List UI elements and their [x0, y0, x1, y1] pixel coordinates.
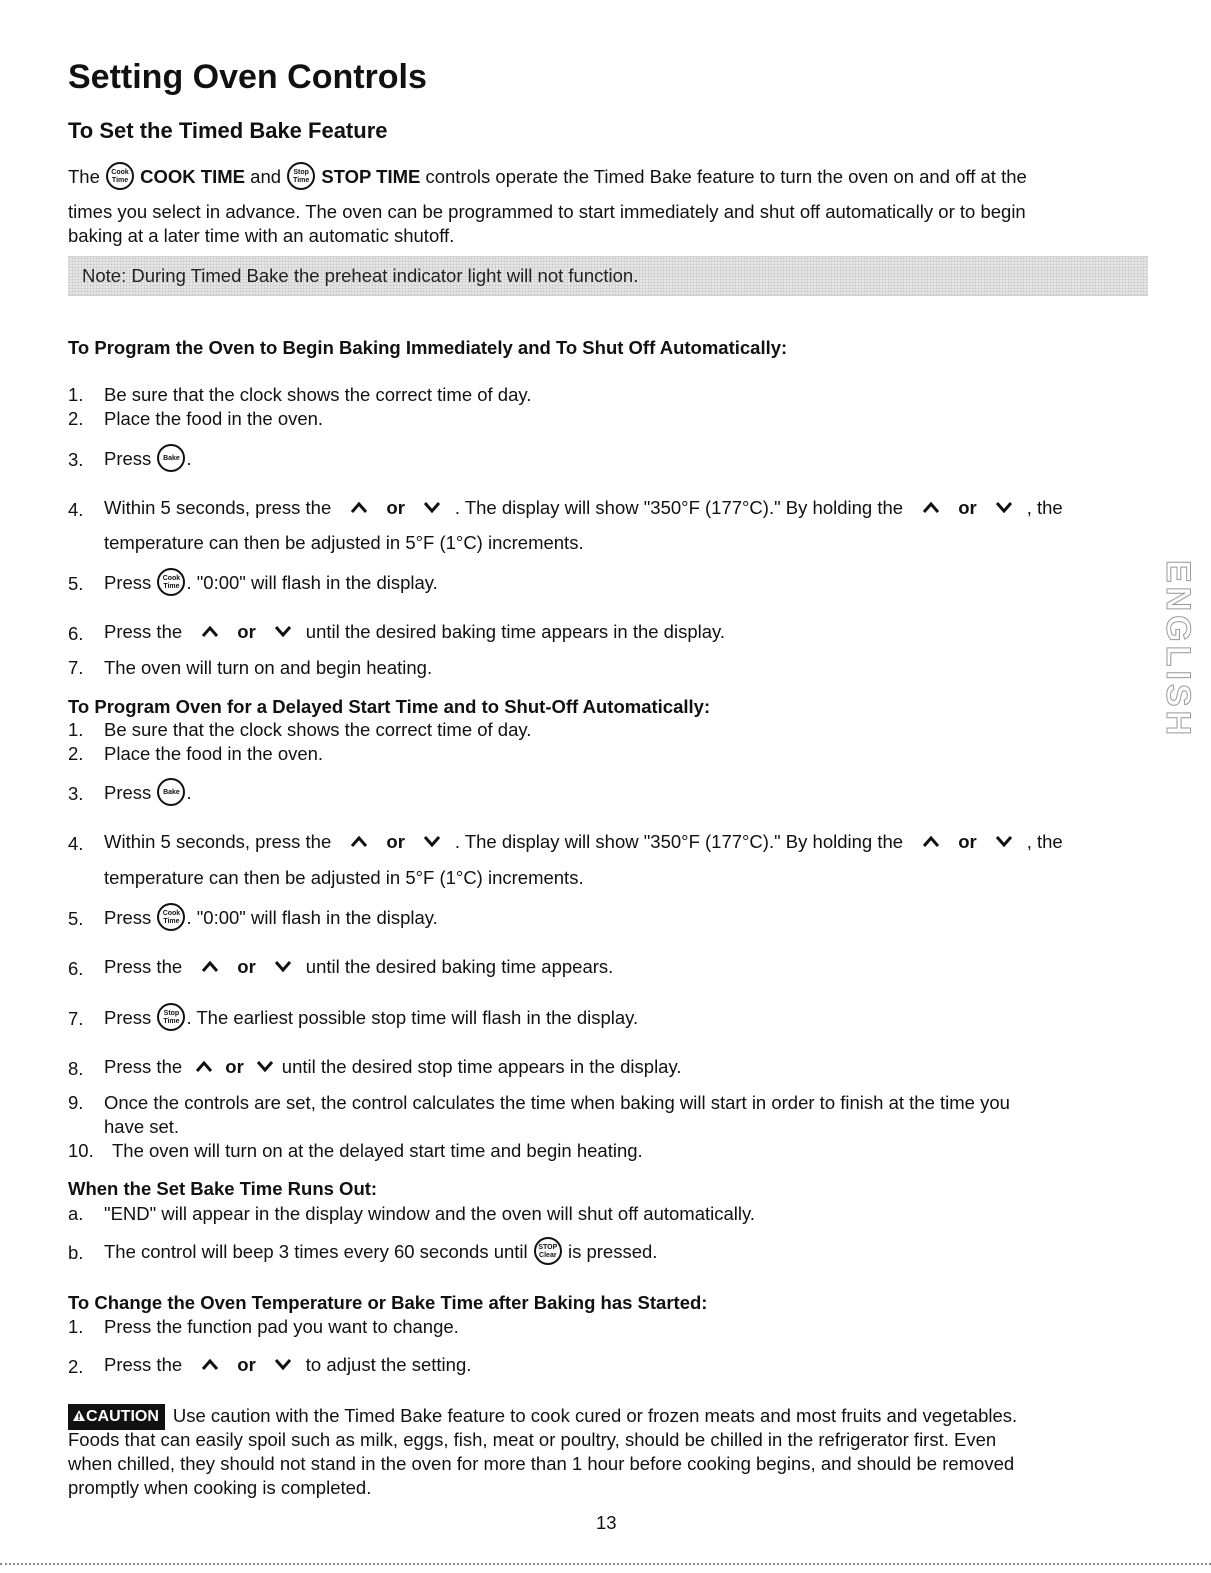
step-number: 7.	[68, 657, 84, 678]
step-text: Press the or until the desired baking time appears.	[104, 956, 614, 977]
cook-time-key-icon: Cook Time	[157, 903, 185, 931]
step-text: Press the or to adjust the setting.	[104, 1354, 472, 1375]
stop-time-label: STOP TIME	[321, 165, 421, 187]
section-subtitle: To Set the Timed Bake Feature	[68, 118, 388, 143]
caution-line-1: CAUTION Use caution with the Timed Bake feature to cook cured or frozen meats and most fruits and vegetables.	[68, 1404, 1017, 1431]
step-number: 1.	[68, 719, 84, 740]
step-text-continued: temperature can then be adjusted in 5°F (1°C) increments.	[104, 867, 584, 888]
step-text: Press the or until the desired stop time appears in the display.	[104, 1056, 682, 1077]
up-arrow-icon	[350, 835, 368, 847]
step-number: 4.	[68, 833, 84, 854]
caution-line-4: promptly when cooking is completed.	[68, 1477, 372, 1498]
caution-line-2: Foods that can easily spoil such as milk, eggs, fish, meat or poultry, should be chilled in the refrigerator first. Even	[68, 1429, 997, 1450]
step-text: Press the or until the desired baking time appears in the display.	[104, 621, 726, 642]
step-text: Press Stop Time . The earliest possible stop time will flash in the display.	[104, 1005, 638, 1033]
step-number: 2.	[68, 408, 84, 429]
page-number: 13	[596, 1512, 617, 1533]
step-text-continued: have set.	[104, 1116, 180, 1137]
section3-heading: When the Set Bake Time Runs Out:	[68, 1178, 378, 1199]
stop-time-key-icon: Stop Time	[157, 1003, 185, 1031]
list-item-text: The control will beep 3 times every 60 seconds until STOP Clear is pressed.	[104, 1239, 657, 1267]
step-text: Press Cook Time . "0:00" will flash in the display.	[104, 905, 438, 933]
step-text: Be sure that the clock shows the correct time of day.	[104, 384, 532, 405]
page-title: Setting Oven Controls	[68, 58, 427, 96]
down-arrow-icon	[256, 1060, 274, 1072]
down-arrow-icon	[274, 960, 292, 972]
up-arrow-icon	[350, 501, 368, 513]
step-text: Once the controls are set, the control calculates the time when baking will start in order to finish at the time you	[104, 1092, 1010, 1113]
step-text: The oven will turn on at the delayed start time and begin heating.	[112, 1140, 643, 1161]
cook-time-key-icon: Cook Time	[106, 162, 134, 190]
up-arrow-icon	[201, 960, 219, 972]
step-number: 3.	[68, 783, 84, 804]
stop-clear-key-icon: STOP Clear	[534, 1237, 562, 1265]
note-banner: Note: During Timed Bake the preheat indicator light will not function.	[68, 256, 1148, 296]
step-text: Press Cook Time . "0:00" will flash in the display.	[104, 570, 438, 598]
intro-line-2: times you select in advance. The oven can be programmed to start immediately and shut off automatically or to begin	[68, 201, 1026, 222]
step-number: 9.	[68, 1092, 84, 1113]
section1-heading: To Program the Oven to Begin Baking Immediately and To Shut Off Automatically:	[68, 337, 788, 358]
up-arrow-icon	[922, 501, 940, 513]
step-number: 1.	[68, 384, 84, 405]
cook-time-key-icon: Cook Time	[157, 568, 185, 596]
up-arrow-icon	[195, 1060, 213, 1072]
stop-time-key-icon: Stop Time	[287, 162, 315, 190]
step-text: The oven will turn on and begin heating.	[104, 657, 433, 678]
down-arrow-icon	[995, 835, 1013, 847]
step-number: 6.	[68, 623, 84, 644]
section2-heading: To Program Oven for a Delayed Start Time and to Shut-Off Automatically:	[68, 696, 711, 717]
section4-heading: To Change the Oven Temperature or Bake Time after Baking has Started:	[68, 1292, 708, 1313]
list-item-letter: a.	[68, 1203, 84, 1224]
down-arrow-icon	[274, 625, 292, 637]
step-number: 4.	[68, 499, 84, 520]
up-arrow-icon	[201, 1358, 219, 1370]
step-number: 1.	[68, 1316, 84, 1337]
intro-line-1: The Cook Time COOK TIME and Stop Time STOP TIME controls operate the Timed Bake feature to turn the oven on and off at the	[68, 164, 1027, 192]
step-text: Within 5 seconds, press the or . The display will show "350°F (177°C)." By holding the or , the	[104, 497, 1063, 518]
down-arrow-icon	[423, 835, 441, 847]
down-arrow-icon	[423, 501, 441, 513]
list-item-text: "END" will appear in the display window and the oven will shut off automatically.	[104, 1203, 756, 1224]
step-text-continued: temperature can then be adjusted in 5°F (1°C) increments.	[104, 532, 584, 553]
bake-key-icon: Bake	[157, 444, 185, 472]
list-item-letter: b.	[68, 1242, 84, 1263]
step-text: Place the food in the oven.	[104, 743, 324, 764]
step-number: 3.	[68, 449, 84, 470]
step-number: 2.	[68, 743, 84, 764]
warning-triangle-icon	[72, 1409, 86, 1422]
bake-key-icon: Bake	[157, 778, 185, 806]
down-arrow-icon	[995, 501, 1013, 513]
step-number: 2.	[68, 1356, 84, 1377]
step-number: 7.	[68, 1008, 84, 1029]
step-number: 5.	[68, 908, 84, 929]
step-number: 8.	[68, 1058, 84, 1079]
caution-badge: CAUTION	[68, 1404, 165, 1430]
up-arrow-icon	[922, 835, 940, 847]
step-text: Press Bake .	[104, 780, 192, 808]
bottom-rule	[0, 1563, 1211, 1565]
step-number: 6.	[68, 958, 84, 979]
intro-line-3: baking at a later time with an automatic shutoff.	[68, 225, 455, 246]
step-number: 10.	[68, 1140, 94, 1161]
caution-line-3: when chilled, they should not stand in the oven for more than 1 hour before cooking begins, and should be removed	[68, 1453, 1015, 1474]
cook-time-label: COOK TIME	[140, 165, 246, 187]
step-number: 5.	[68, 573, 84, 594]
step-text: Be sure that the clock shows the correct time of day.	[104, 719, 532, 740]
down-arrow-icon	[274, 1358, 292, 1370]
step-text: Press Bake .	[104, 446, 192, 474]
step-text: Place the food in the oven.	[104, 408, 324, 429]
language-side-tab: ENGLISH	[1159, 560, 1197, 740]
step-text: Within 5 seconds, press the or . The display will show "350°F (177°C)." By holding the or , the	[104, 831, 1063, 852]
up-arrow-icon	[201, 625, 219, 637]
step-text: Press the function pad you want to change.	[104, 1316, 459, 1337]
